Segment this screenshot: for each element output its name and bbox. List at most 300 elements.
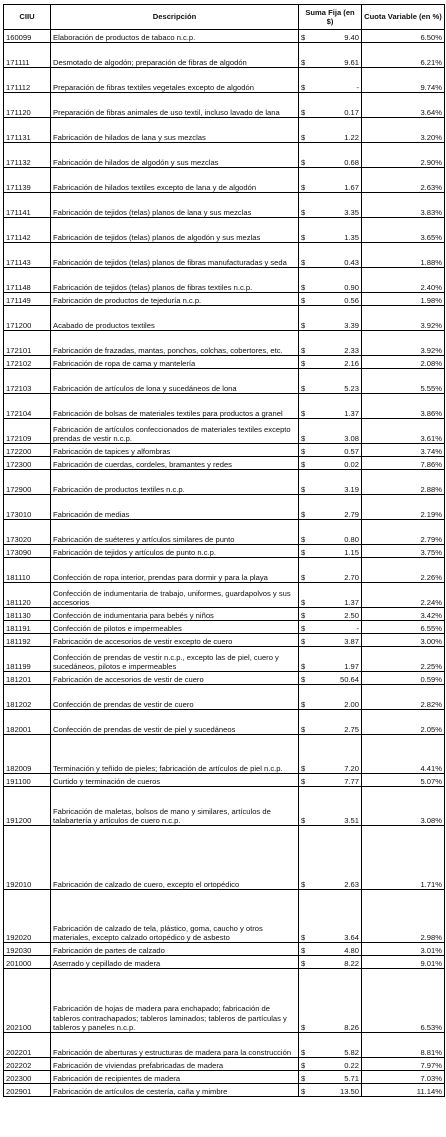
activity-description: Fabricación de tejidos y artículos de punto n.c.p.	[51, 545, 299, 558]
currency-symbol: $	[301, 57, 306, 67]
table-row	[4, 331, 445, 356]
activity-description: Fabricación de artículos de cestería, caña y mimbre	[51, 1084, 299, 1097]
activity-description: Fabricación de productos de tejeduría n.c.p.	[51, 293, 299, 306]
currency-symbol: $	[301, 207, 306, 217]
fixed-amount-cell	[299, 520, 362, 545]
variable-rate: 3.86%	[362, 394, 445, 419]
currency-symbol: $	[301, 724, 306, 734]
activity-description: Fabricación de artículos de lona y sucedáneos de lona	[51, 369, 299, 394]
fixed-amount: 3.51	[344, 815, 359, 825]
ciiu-code: 182009	[4, 735, 51, 774]
table-row	[4, 890, 445, 943]
fixed-amount-cell	[299, 306, 362, 331]
ciiu-code: 181201	[4, 672, 51, 685]
variable-rate: 3.92%	[362, 306, 445, 331]
ciiu-code: 172200	[4, 444, 51, 457]
variable-rate: 6.21%	[362, 43, 445, 68]
ciiu-code: 172104	[4, 394, 51, 419]
table-row	[4, 293, 445, 306]
fixed-amount: 2.75	[344, 724, 359, 734]
fixed-amount: 1.97	[344, 661, 359, 671]
fixed-amount-cell	[299, 608, 362, 621]
rates-table	[3, 4, 445, 1097]
variable-rate: 1.88%	[362, 243, 445, 268]
currency-symbol: $	[301, 82, 306, 92]
variable-rate: 3.64%	[362, 93, 445, 118]
fixed-amount: 5.82	[344, 1047, 359, 1057]
fixed-amount: 3.64	[344, 932, 359, 942]
activity-description: Fabricación de artículos confeccionados de materiales textiles excepto prendas de vestir n.c.p.	[51, 419, 299, 444]
currency-symbol: $	[301, 1060, 306, 1070]
activity-description: Fabricación de partes de calzado	[51, 943, 299, 956]
variable-rate: 2.19%	[362, 495, 445, 520]
header-descripcion: Descripción	[51, 5, 299, 30]
variable-rate: 2.25%	[362, 647, 445, 672]
activity-description: Fabricación de tejidos (telas) planos de fibras manufacturadas y seda	[51, 243, 299, 268]
variable-rate: 3.61%	[362, 419, 445, 444]
currency-symbol: $	[301, 958, 306, 968]
fixed-amount-cell	[299, 495, 362, 520]
header-cuota-variable: Cuota Variable (en %)	[362, 5, 445, 30]
fixed-amount: 2.50	[344, 610, 359, 620]
ciiu-code: 171200	[4, 306, 51, 331]
ciiu-code: 191100	[4, 774, 51, 787]
ciiu-code: 171148	[4, 268, 51, 293]
activity-description: Fabricación de suéteres y artículos similares de punto	[51, 520, 299, 545]
currency-symbol: $	[301, 295, 306, 305]
variable-rate: 1.98%	[362, 293, 445, 306]
variable-rate: 5.55%	[362, 369, 445, 394]
fixed-amount-cell	[299, 470, 362, 495]
table-row	[4, 419, 445, 444]
currency-symbol: $	[301, 815, 306, 825]
ciiu-code: 171132	[4, 143, 51, 168]
variable-rate: 2.79%	[362, 520, 445, 545]
table-row	[4, 1084, 445, 1097]
currency-symbol: $	[301, 1073, 306, 1083]
fixed-amount-cell	[299, 890, 362, 943]
table-row	[4, 43, 445, 68]
fixed-amount-cell	[299, 1071, 362, 1084]
currency-symbol: $	[301, 597, 306, 607]
activity-description: Confección de indumentaria para bebés y niños	[51, 608, 299, 621]
activity-description: Fabricación de hilados de lana y sus mezclas	[51, 118, 299, 143]
fixed-amount-cell	[299, 969, 362, 1033]
table-row	[4, 774, 445, 787]
fixed-amount-cell	[299, 30, 362, 43]
table-row	[4, 826, 445, 890]
activity-description: Desmotado de algodón; preparación de fibras de algodón	[51, 43, 299, 68]
ciiu-code: 173010	[4, 495, 51, 520]
activity-description: Fabricación de hilados textiles excepto de lana y de algodón	[51, 168, 299, 193]
activity-description: Terminación y teñido de pieles; fabricación de artículos de piel n.c.p.	[51, 735, 299, 774]
currency-symbol: $	[301, 320, 306, 330]
ciiu-code: 171120	[4, 93, 51, 118]
variable-rate: 2.05%	[362, 710, 445, 735]
fixed-amount: 9.61	[344, 57, 359, 67]
ciiu-code: 173090	[4, 545, 51, 558]
fixed-amount: 8.22	[344, 958, 359, 968]
fixed-amount: 1.15	[344, 547, 359, 557]
currency-symbol: $	[301, 433, 306, 443]
ciiu-code: 172102	[4, 356, 51, 369]
fixed-amount-cell	[299, 444, 362, 457]
fixed-amount-cell	[299, 672, 362, 685]
variable-rate: 3.83%	[362, 193, 445, 218]
currency-symbol: $	[301, 1086, 306, 1096]
fixed-amount: 0.43	[344, 257, 359, 267]
activity-description: Confección de prendas de vestir de cuero	[51, 685, 299, 710]
fixed-amount: 4.80	[344, 945, 359, 955]
table-row	[4, 93, 445, 118]
currency-symbol: $	[301, 879, 306, 889]
variable-rate: 6.53%	[362, 969, 445, 1033]
fixed-amount: 3.19	[344, 484, 359, 494]
table-row	[4, 621, 445, 634]
fixed-amount-cell	[299, 43, 362, 68]
currency-symbol: $	[301, 1047, 306, 1057]
ciiu-code: 181120	[4, 583, 51, 608]
ciiu-code: 171111	[4, 43, 51, 68]
currency-symbol: $	[301, 661, 306, 671]
fixed-amount-cell	[299, 293, 362, 306]
variable-rate: 0.59%	[362, 672, 445, 685]
currency-symbol: $	[301, 32, 306, 42]
table-row	[4, 143, 445, 168]
table-row	[4, 444, 445, 457]
fixed-amount-cell	[299, 787, 362, 826]
fixed-amount: 1.22	[344, 132, 359, 142]
fixed-amount: -	[356, 623, 359, 633]
activity-description: Fabricación de bolsas de materiales textiles para productos a granel	[51, 394, 299, 419]
fixed-amount-cell	[299, 419, 362, 444]
table-row	[4, 168, 445, 193]
ciiu-code: 171142	[4, 218, 51, 243]
table-row	[4, 394, 445, 419]
table-row	[4, 218, 445, 243]
activity-description: Fabricación de maletas, bolsos de mano y similares, artículos de talabartería y artículos de cuero n.c.p.	[51, 787, 299, 826]
variable-rate: 1.71%	[362, 826, 445, 890]
fixed-amount: 3.39	[344, 320, 359, 330]
table-row	[4, 685, 445, 710]
fixed-amount: 0.02	[344, 459, 359, 469]
variable-rate: 6.55%	[362, 621, 445, 634]
activity-description: Confección de pilotos e impermeables	[51, 621, 299, 634]
ciiu-code: 171141	[4, 193, 51, 218]
fixed-amount-cell	[299, 735, 362, 774]
currency-symbol: $	[301, 446, 306, 456]
fixed-amount-cell	[299, 168, 362, 193]
variable-rate: 3.74%	[362, 444, 445, 457]
fixed-amount: 3.08	[344, 433, 359, 443]
fixed-amount-cell	[299, 826, 362, 890]
currency-symbol: $	[301, 484, 306, 494]
ciiu-code: 172101	[4, 331, 51, 356]
ciiu-code: 201000	[4, 956, 51, 969]
fixed-amount-cell	[299, 545, 362, 558]
ciiu-code: 202202	[4, 1058, 51, 1071]
activity-description: Fabricación de tejidos (telas) planos de lana y sus mezclas	[51, 193, 299, 218]
ciiu-code: 171131	[4, 118, 51, 143]
variable-rate: 2.90%	[362, 143, 445, 168]
variable-rate: 5.07%	[362, 774, 445, 787]
activity-description: Fabricación de accesorios de vestir de cuero	[51, 672, 299, 685]
header-row	[4, 5, 445, 30]
fixed-amount: 2.79	[344, 509, 359, 519]
ciiu-code: 181191	[4, 621, 51, 634]
currency-symbol: $	[301, 699, 306, 709]
table-row	[4, 306, 445, 331]
fixed-amount-cell	[299, 956, 362, 969]
variable-rate: 2.82%	[362, 685, 445, 710]
ciiu-code: 181130	[4, 608, 51, 621]
currency-symbol: $	[301, 547, 306, 557]
table-row	[4, 495, 445, 520]
table-row	[4, 956, 445, 969]
fixed-amount: 2.70	[344, 572, 359, 582]
fixed-amount: 0.90	[344, 282, 359, 292]
table-row	[4, 787, 445, 826]
activity-description: Confección de prendas de vestir n.c.p., excepto las de piel, cuero y sucedáneos, pilotos e impermeables	[51, 647, 299, 672]
table-row	[4, 369, 445, 394]
ciiu-code: 181192	[4, 634, 51, 647]
variable-rate: 11.14%	[362, 1084, 445, 1097]
fixed-amount: 2.33	[344, 345, 359, 355]
activity-description: Elaboración de productos de tabaco n.c.p.	[51, 30, 299, 43]
currency-symbol: $	[301, 232, 306, 242]
table-row	[4, 735, 445, 774]
table-row	[4, 608, 445, 621]
fixed-amount-cell	[299, 369, 362, 394]
currency-symbol: $	[301, 358, 306, 368]
fixed-amount-cell	[299, 1033, 362, 1058]
fixed-amount-cell	[299, 331, 362, 356]
currency-symbol: $	[301, 107, 306, 117]
activity-description: Acabado de productos textiles	[51, 306, 299, 331]
ciiu-code: 171112	[4, 68, 51, 93]
ciiu-code: 160099	[4, 30, 51, 43]
currency-symbol: $	[301, 282, 306, 292]
table-row	[4, 583, 445, 608]
table-row	[4, 1033, 445, 1058]
activity-description: Fabricación de recipientes de madera	[51, 1071, 299, 1084]
ciiu-code: 202901	[4, 1084, 51, 1097]
activity-description: Fabricación de aberturas y estructuras de madera para la construcción	[51, 1033, 299, 1058]
currency-symbol: $	[301, 459, 306, 469]
variable-rate: 7.97%	[362, 1058, 445, 1071]
fixed-amount-cell	[299, 1084, 362, 1097]
variable-rate: 3.75%	[362, 545, 445, 558]
table-row	[4, 457, 445, 470]
table-row	[4, 470, 445, 495]
fixed-amount-cell	[299, 457, 362, 470]
currency-symbol: $	[301, 534, 306, 544]
variable-rate: 2.98%	[362, 890, 445, 943]
activity-description: Fabricación de tejidos (telas) planos de algodón y sus mezlas	[51, 218, 299, 243]
table-row	[4, 672, 445, 685]
variable-rate: 6.50%	[362, 30, 445, 43]
fixed-amount: 7.77	[344, 776, 359, 786]
fixed-amount-cell	[299, 634, 362, 647]
variable-rate: 2.26%	[362, 558, 445, 583]
activity-description: Fabricación de accesorios de vestir excepto de cuero	[51, 634, 299, 647]
ciiu-code: 171139	[4, 168, 51, 193]
table-body	[4, 30, 445, 1097]
variable-rate: 8.81%	[362, 1033, 445, 1058]
table-row	[4, 545, 445, 558]
activity-description: Fabricación de hojas de madera para enchapado; fabricación de tableros contrachapados; tableros laminados; tableros de partículas y tableros y paneles n.c.p.	[51, 969, 299, 1033]
fixed-amount-cell	[299, 710, 362, 735]
ciiu-code: 181202	[4, 685, 51, 710]
fixed-amount-cell	[299, 943, 362, 956]
variable-rate: 3.08%	[362, 787, 445, 826]
variable-rate: 7.03%	[362, 1071, 445, 1084]
fixed-amount: 2.16	[344, 358, 359, 368]
fixed-amount: 5.23	[344, 383, 359, 393]
variable-rate: 2.88%	[362, 470, 445, 495]
currency-symbol: $	[301, 383, 306, 393]
currency-symbol: $	[301, 636, 306, 646]
ciiu-code: 192010	[4, 826, 51, 890]
table-row	[4, 68, 445, 93]
currency-symbol: $	[301, 623, 306, 633]
activity-description: Aserrado y cepillado de madera	[51, 956, 299, 969]
ciiu-code: 202100	[4, 969, 51, 1033]
currency-symbol: $	[301, 1022, 306, 1032]
activity-description: Fabricación de tapices y alfombras	[51, 444, 299, 457]
currency-symbol: $	[301, 345, 306, 355]
variable-rate: 9.01%	[362, 956, 445, 969]
fixed-amount-cell	[299, 68, 362, 93]
currency-symbol: $	[301, 182, 306, 192]
currency-symbol: $	[301, 509, 306, 519]
fixed-amount: 3.35	[344, 207, 359, 217]
table-row	[4, 634, 445, 647]
fixed-amount: 1.67	[344, 182, 359, 192]
currency-symbol: $	[301, 257, 306, 267]
fixed-amount-cell	[299, 685, 362, 710]
activity-description: Fabricación de viviendas prefabricadas de madera	[51, 1058, 299, 1071]
ciiu-code: 182001	[4, 710, 51, 735]
ciiu-code: 172103	[4, 369, 51, 394]
variable-rate: 9.74%	[362, 68, 445, 93]
activity-description: Fabricación de cuerdas, cordeles, bramantes y redes	[51, 457, 299, 470]
fixed-amount: -	[356, 82, 359, 92]
fixed-amount: 1.35	[344, 232, 359, 242]
fixed-amount: 7.20	[344, 763, 359, 773]
fixed-amount-cell	[299, 193, 362, 218]
variable-rate: 4.41%	[362, 735, 445, 774]
activity-description: Preparación de fibras animales de uso textil, incluso lavado de lana	[51, 93, 299, 118]
activity-description: Confección de ropa interior, prendas para dormir y para la playa	[51, 558, 299, 583]
fixed-amount-cell	[299, 93, 362, 118]
table-row	[4, 1058, 445, 1071]
fixed-amount: 1.37	[344, 408, 359, 418]
table-row	[4, 558, 445, 583]
variable-rate: 2.40%	[362, 268, 445, 293]
table-row	[4, 356, 445, 369]
fixed-amount-cell	[299, 218, 362, 243]
activity-description: Confección de prendas de vestir de piel y sucedáneos	[51, 710, 299, 735]
fixed-amount: 0.22	[344, 1060, 359, 1070]
table-row	[4, 30, 445, 43]
ciiu-code: 171143	[4, 243, 51, 268]
fixed-amount: 5.71	[344, 1073, 359, 1083]
table-row	[4, 243, 445, 268]
currency-symbol: $	[301, 763, 306, 773]
ciiu-code: 173020	[4, 520, 51, 545]
fixed-amount-cell	[299, 774, 362, 787]
currency-symbol: $	[301, 776, 306, 786]
variable-rate: 2.63%	[362, 168, 445, 193]
currency-symbol: $	[301, 945, 306, 955]
ciiu-code: 181199	[4, 647, 51, 672]
fixed-amount: 13.50	[339, 1086, 359, 1096]
fixed-amount: 50.64	[339, 674, 359, 684]
ciiu-code: 191200	[4, 787, 51, 826]
ciiu-code: 172300	[4, 457, 51, 470]
variable-rate: 3.01%	[362, 943, 445, 956]
fixed-amount: 2.00	[344, 699, 359, 709]
ciiu-code: 202201	[4, 1033, 51, 1058]
fixed-amount-cell	[299, 268, 362, 293]
activity-description: Confección de indumentaria de trabajo, uniformes, guardapolvos y sus accesorios	[51, 583, 299, 608]
ciiu-code: 172900	[4, 470, 51, 495]
ciiu-code: 171149	[4, 293, 51, 306]
fixed-amount: 0.56	[344, 295, 359, 305]
fixed-amount-cell	[299, 558, 362, 583]
ciiu-code: 192020	[4, 890, 51, 943]
fixed-amount: 2.63	[344, 879, 359, 889]
variable-rate: 2.24%	[362, 583, 445, 608]
activity-description: Fabricación de medias	[51, 495, 299, 520]
fixed-amount: 1.37	[344, 597, 359, 607]
table-row	[4, 118, 445, 143]
ciiu-code: 202300	[4, 1071, 51, 1084]
activity-description: Fabricación de calzado de tela, plástico, goma, caucho y otros materiales, excepto calzado ortopédico y de asbesto	[51, 890, 299, 943]
ciiu-code: 181110	[4, 558, 51, 583]
variable-rate: 3.92%	[362, 331, 445, 356]
currency-symbol: $	[301, 932, 306, 942]
currency-symbol: $	[301, 157, 306, 167]
table-row	[4, 647, 445, 672]
table-row	[4, 969, 445, 1033]
fixed-amount-cell	[299, 118, 362, 143]
activity-description: Fabricación de calzado de cuero, excepto el ortopédico	[51, 826, 299, 890]
currency-symbol: $	[301, 674, 306, 684]
table-row	[4, 943, 445, 956]
fixed-amount: 0.68	[344, 157, 359, 167]
currency-symbol: $	[301, 610, 306, 620]
table-row	[4, 268, 445, 293]
fixed-amount: 3.87	[344, 636, 359, 646]
variable-rate: 2.08%	[362, 356, 445, 369]
fixed-amount-cell	[299, 1058, 362, 1071]
variable-rate: 7.86%	[362, 457, 445, 470]
activity-description: Fabricación de hilados de algodón y sus mezclas	[51, 143, 299, 168]
header-ciiu: CIIU	[4, 5, 51, 30]
fixed-amount: 0.57	[344, 446, 359, 456]
variable-rate: 3.42%	[362, 608, 445, 621]
fixed-amount: 0.17	[344, 107, 359, 117]
fixed-amount-cell	[299, 621, 362, 634]
variable-rate: 3.65%	[362, 218, 445, 243]
ciiu-code: 172109	[4, 419, 51, 444]
fixed-amount: 9.40	[344, 32, 359, 42]
variable-rate: 3.20%	[362, 118, 445, 143]
activity-description: Curtido y terminación de cueros	[51, 774, 299, 787]
table-row	[4, 520, 445, 545]
